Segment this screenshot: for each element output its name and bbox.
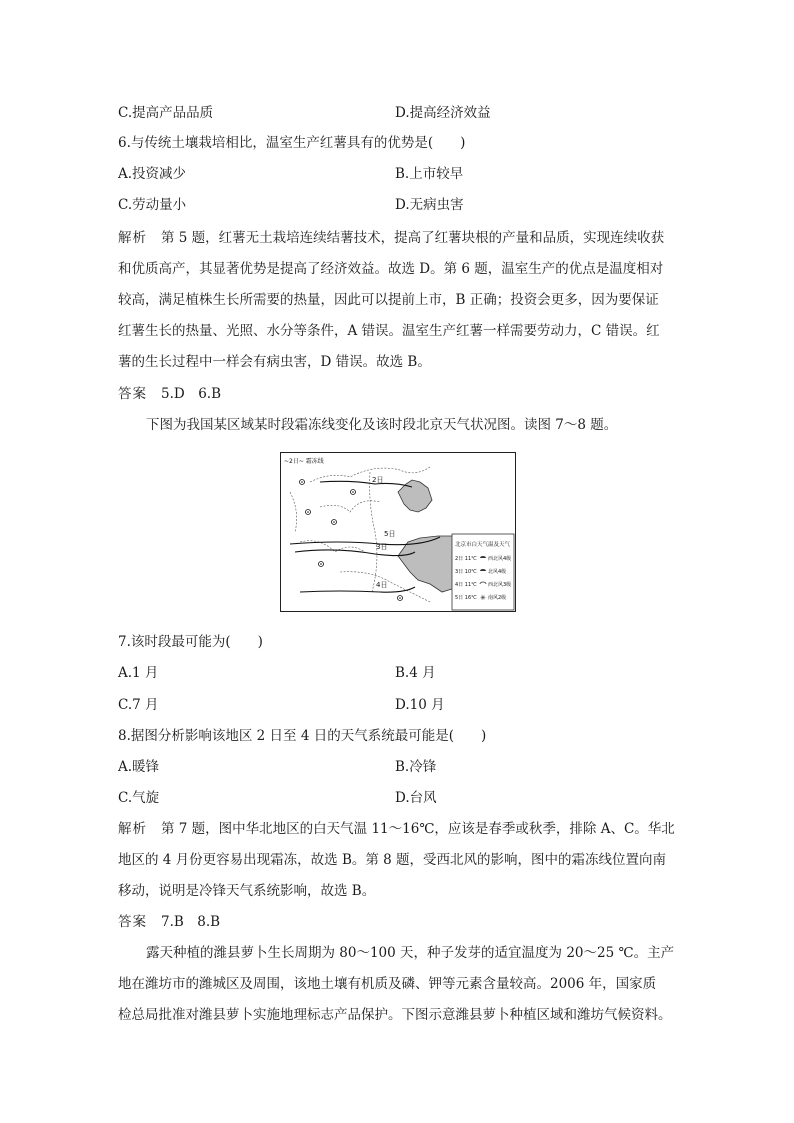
frost-line-legend: ~2日~ 霜冻线: [284, 458, 324, 465]
label-5: 5日: [384, 530, 396, 538]
explanation-1-line-1: [118, 228, 664, 248]
explanation-1-line-5: 薯的生长过程中一样会有病虫害，D 错误。故选 B。: [118, 354, 431, 370]
svg-text:西北风4级: 西北风4级: [488, 556, 512, 562]
question-6: 6.与传统土壤栽培相比，温室生产红薯具有的优势是( ): [118, 135, 466, 151]
q7-option-c: C.7 月: [118, 697, 159, 713]
svg-text:3日 10℃: 3日 10℃: [455, 569, 477, 575]
question-8: 8.据图分析影响该地区 2 日至 4 日的天气系统最可能是( ): [118, 728, 487, 744]
explanation-2-line-3: 移动，说明是冷锋天气系统影响，故选 B。: [118, 883, 376, 899]
q7-option-d: D.10 月: [395, 697, 445, 713]
answer-tag: 答案: [118, 914, 147, 930]
answer-1: [118, 384, 221, 404]
q8-option-a: A.暖锋: [118, 759, 160, 775]
passage-line-2: 地在潍坊市的潍城区及周围，该地土壤有机质及磷、钾等元素含量较高。2006 年，国家质: [118, 976, 657, 992]
explanation-tag: 解析: [118, 230, 147, 246]
q8-option-d: D.台风: [395, 790, 437, 806]
q6-option-b: B.上市较早: [395, 166, 464, 182]
q8-option-b: B.冷锋: [395, 759, 437, 775]
explanation-tag: 解析: [118, 821, 147, 837]
svg-text:北风4级: 北风4级: [488, 569, 507, 575]
q5-option-c: C.提高产品品质: [118, 105, 214, 121]
explanation-2-line-2: 地区的 4 月份更容易出现霜冻，故选 B。第 8 题，受西北风的影响，图中的霜冻线位置向南: [118, 852, 667, 868]
answer-2: [118, 912, 220, 932]
svg-text:南风2级: 南风2级: [488, 595, 507, 601]
frost-line-map: [280, 452, 516, 612]
explanation-1-line-3: 较高，满足植株生长所需要的热量，因此可以提前上市，B 正确；投资会更多，因为要保证: [118, 292, 659, 308]
explanation-1-line-4: 红薯生长的热量、光照、水分等条件，A 错误。温室生产红薯一样需要劳动力，C 错误。红: [118, 323, 660, 339]
sun-icon: ✳: [480, 594, 486, 602]
svg-text:5日 16℃: 5日 16℃: [455, 595, 477, 601]
question-7: 7.该时段最可能为( ): [118, 634, 263, 650]
map-intro: 下图为我国某区域某时段霜冻线变化及该时段北京天气状况图。读图 7～8 题。: [146, 417, 618, 433]
q7-option-a: A.1 月: [118, 665, 159, 681]
svg-text:4日 11℃: 4日 11℃: [455, 582, 477, 588]
q7-option-b: B.4 月: [395, 665, 436, 681]
explanation-1-text: 第 5 题，红薯无土栽培连续结薯技术，提高了红薯块根的产量和品质，实现连续收获: [161, 230, 665, 246]
q5-option-d: D.提高经济效益: [395, 105, 491, 121]
explanation-2-text: 第 7 题，图中华北地区的白天气温 11～16℃，应该是春季或秋季，排除 A、C。华北: [161, 821, 675, 837]
answer-tag: 答案: [118, 386, 147, 402]
q6-option-a: A.投资减少: [118, 166, 187, 182]
passage-line-1: 露天种植的潍县萝卜生长周期为 80～100 天，种子发芽的适宜温度为 20～25 ℃。主产: [146, 945, 675, 961]
answer-2-text: 7.B 8.B: [161, 914, 221, 930]
explanation-1-line-2: 和优质高产，其显著优势是提高了经济效益。故选 D。第 6 题，温室生产的优点是温度相对: [118, 261, 664, 277]
passage-line-3: 检总局批准对潍县萝卜实施地理标志产品保护。下图示意潍县萝卜种植区域和潍坊气候资料。: [118, 1007, 672, 1023]
weather-title: 北京市白天气温及天气: [455, 542, 511, 548]
svg-text:西北风3级: 西北风3级: [488, 582, 512, 588]
label-4: 4日: [376, 581, 388, 589]
explanation-2-line-1: [118, 819, 675, 839]
q6-option-c: C.劳动量小: [118, 197, 187, 213]
weather-row-4: [455, 594, 506, 602]
label-2: 2日: [372, 476, 384, 484]
q6-option-d: D.无病虫害: [395, 197, 464, 213]
svg-text:2日 11℃: 2日 11℃: [455, 556, 477, 562]
q8-option-c: C.气旋: [118, 790, 160, 806]
answer-1-text: 5.D 6.B: [161, 386, 222, 402]
label-3: 3日: [376, 543, 388, 551]
